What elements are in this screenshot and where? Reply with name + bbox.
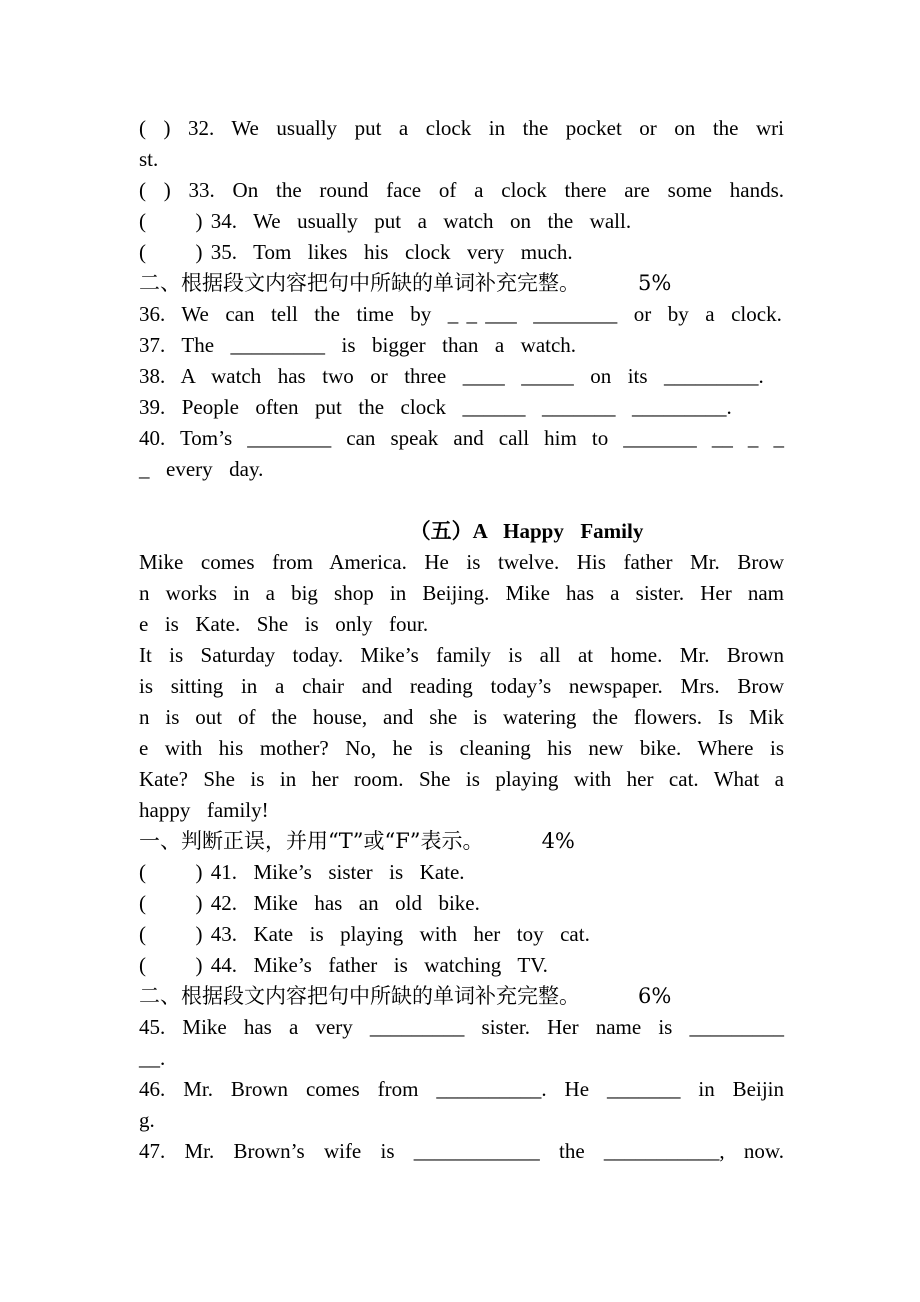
tf-item-34: ( ) 34. We usually put a watch on the wall. xyxy=(139,209,632,233)
tf-heading-section5: 一、判断正误，并用“T”或“F”表示。 4% xyxy=(139,829,575,853)
fill-item-40: 40. Tom’s ________ can speak and call him to _______ __ _ _ xyxy=(139,426,784,450)
passage-line: e with his mother? No, he is cleaning his new bike. Where is xyxy=(139,736,784,760)
fill-heading-section5: 二、根据段文内容把句中所缺的单词补充完整。 6% xyxy=(139,984,672,1008)
fill-item-37: 37. The _________ is bigger than a watch. xyxy=(139,333,577,357)
passage-line: n works in a big shop in Beijing. Mike has a sister. Her nam xyxy=(139,581,784,605)
fill-item-47: 47. Mr. Brown’s wife is ____________ the ___________, now. xyxy=(139,1139,784,1163)
fill-heading-section4: 二、根据段文内容把句中所缺的单词补充完整。 5% xyxy=(139,271,672,295)
tf-item-32-wrap: st. xyxy=(139,147,159,171)
passage-line: n is out of the house, and she is watering the flowers. Is Mik xyxy=(139,705,784,729)
passage-line: e is Kate. She is only four. xyxy=(139,612,429,636)
tf-item-35: ( ) 35. Tom likes his clock very much. xyxy=(139,240,573,264)
fill-item-36: 36. We can tell the time by _ _ ___ ________ or by a clock. xyxy=(139,302,782,326)
fill-item-40-wrap: _ every day. xyxy=(139,457,264,481)
tf-item-44: ( ) 44. Mike’s father is watching TV. xyxy=(139,953,548,977)
section-title: （五）A Happy Family xyxy=(409,519,644,543)
fill-item-46: 46. Mr. Brown comes from __________. He _______ in Beijin xyxy=(139,1077,784,1101)
spacer xyxy=(139,485,784,516)
tf-item-33: ( ) 33. On the round face of a clock there are some hands. xyxy=(139,178,784,202)
fill-item-45-wrap: __. xyxy=(139,1046,166,1070)
fill-item-45: 45. Mike has a very _________ sister. Her name is _________ xyxy=(139,1015,784,1039)
passage-line: It is Saturday today. Mike’s family is all at home. Mr. Brown xyxy=(139,643,784,667)
fill-item-38: 38. A watch has two or three ____ _____ on its _________. xyxy=(139,364,764,388)
fill-item-39: 39. People often put the clock ______ _______ _________. xyxy=(139,395,732,419)
tf-item-43: ( ) 43. Kate is playing with her toy cat. xyxy=(139,922,590,946)
passage-line: Mike comes from America. He is twelve. His father Mr. Brow xyxy=(139,550,784,574)
passage-line: Kate? She is in her room. She is playing with her cat. What a xyxy=(139,767,784,791)
fill-item-46-wrap: g. xyxy=(139,1108,155,1132)
passage-line: happy family! xyxy=(139,798,269,822)
passage-line: is sitting in a chair and reading today’s newspaper. Mrs. Brow xyxy=(139,674,784,698)
tf-item-32: ( ) 32. We usually put a clock in the pocket or on the wri xyxy=(139,116,784,140)
tf-item-41: ( ) 41. Mike’s sister is Kate. xyxy=(139,860,465,884)
worksheet-page xyxy=(139,113,784,1167)
tf-item-42: ( ) 42. Mike has an old bike. xyxy=(139,891,480,915)
